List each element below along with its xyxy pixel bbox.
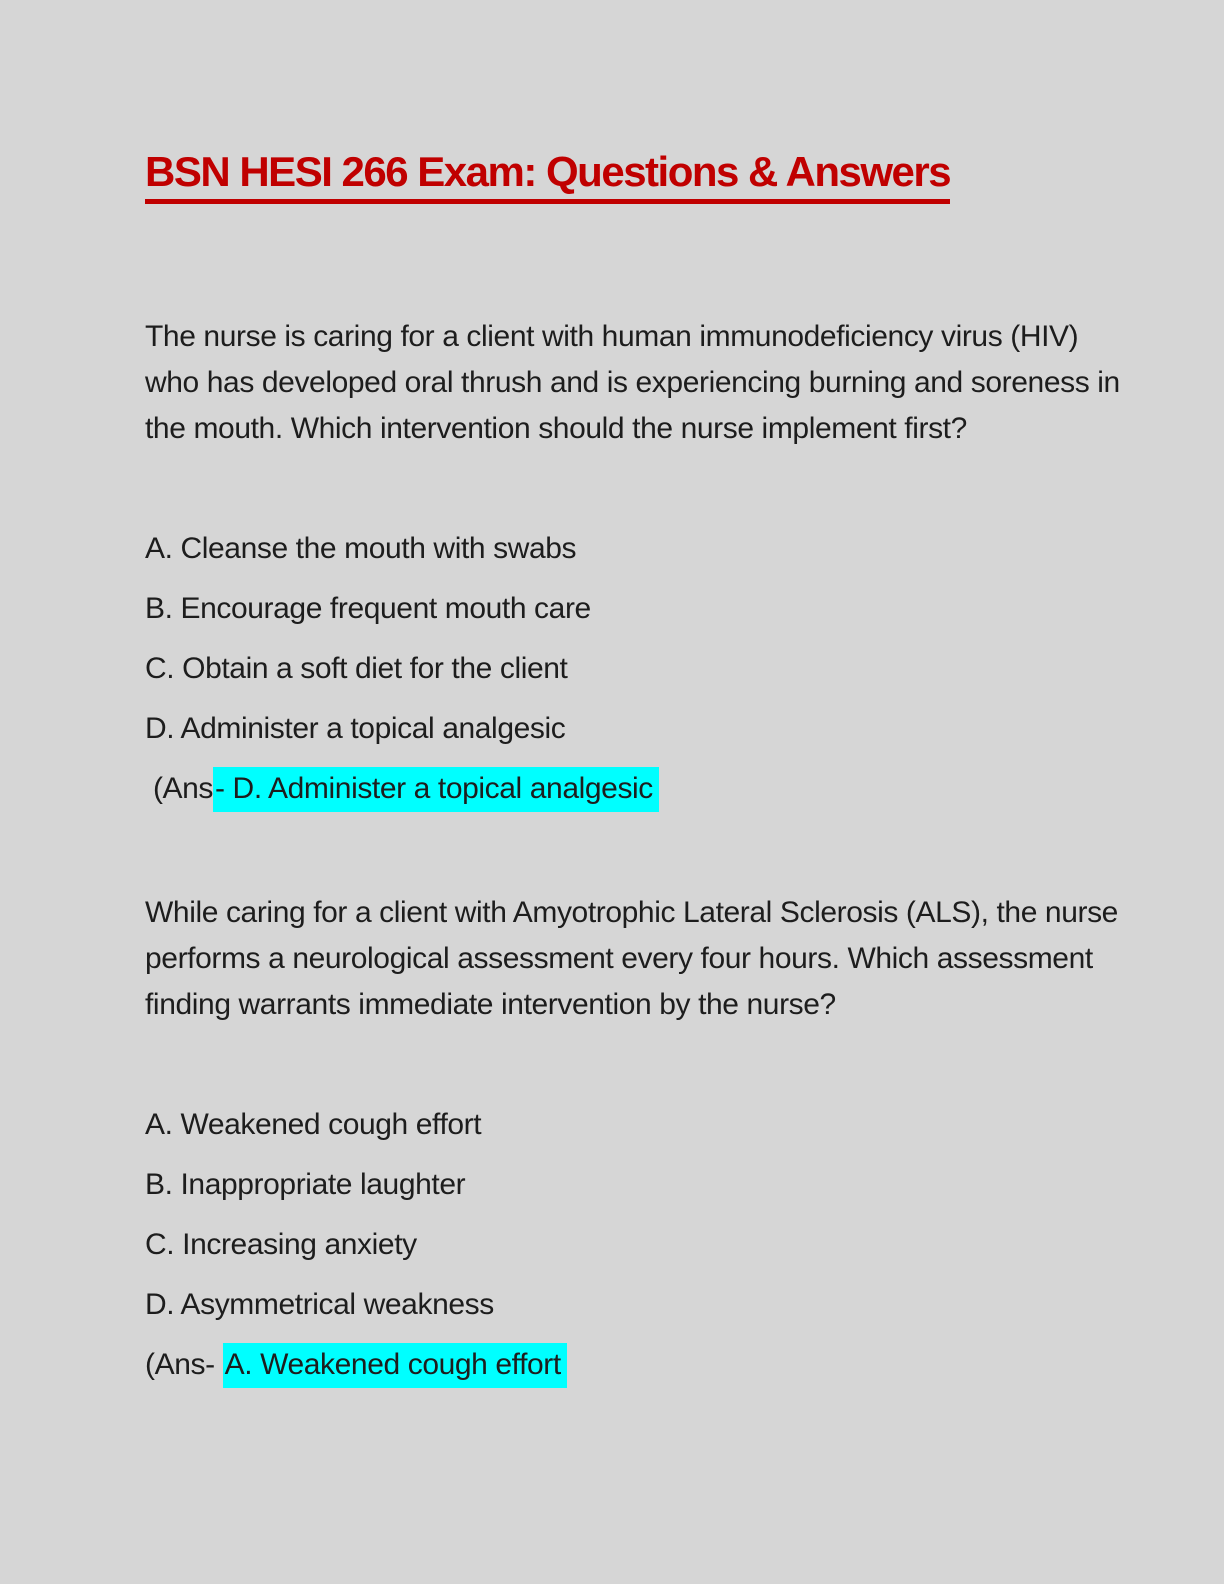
- answer-option-b: B. Inappropriate laughter: [145, 1168, 466, 1201]
- answer-option-a: A. Cleanse the mouth with swabs: [145, 532, 577, 565]
- answer-option-d: D. Asymmetrical weakness: [145, 1288, 494, 1321]
- answer-option-b: B. Encourage frequent mouth care: [145, 592, 591, 625]
- question-block-1: [145, 314, 1130, 812]
- answer-line: [145, 766, 1130, 812]
- answer-line: [145, 1342, 1130, 1388]
- answer-highlight: A. Weakened cough effort: [223, 1343, 567, 1388]
- answer-prefix: (Ans-: [145, 1348, 223, 1381]
- document-title: BSN HESI 266 Exam: Questions & Answers: [145, 148, 950, 204]
- answer-option-c: C. Increasing anxiety: [145, 1228, 417, 1261]
- answer-option-d: D. Administer a topical analgesic: [145, 712, 566, 745]
- answer-option-a: A. Weakened cough effort: [145, 1108, 482, 1141]
- question-stem: While caring for a client with Amyotrophic Lateral Sclerosis (ALS), the nurse performs a neurological assessment every four hours. Which assessment finding warrants immediate intervention by the nurse?: [145, 896, 1118, 1021]
- document-content: [145, 148, 1130, 1388]
- answer-prefix: (Ans: [145, 772, 214, 805]
- answer-highlight: - D. Administer a topical analgesic: [213, 767, 659, 812]
- answer-option-c: C. Obtain a soft diet for the client: [145, 652, 568, 685]
- question-block-2: [145, 890, 1130, 1388]
- question-stem: The nurse is caring for a client with human immunodeficiency virus (HIV) who has developed oral thrush and is experiencing burning and soreness in the mouth. Which intervention should the nurse implement first?: [145, 320, 1120, 445]
